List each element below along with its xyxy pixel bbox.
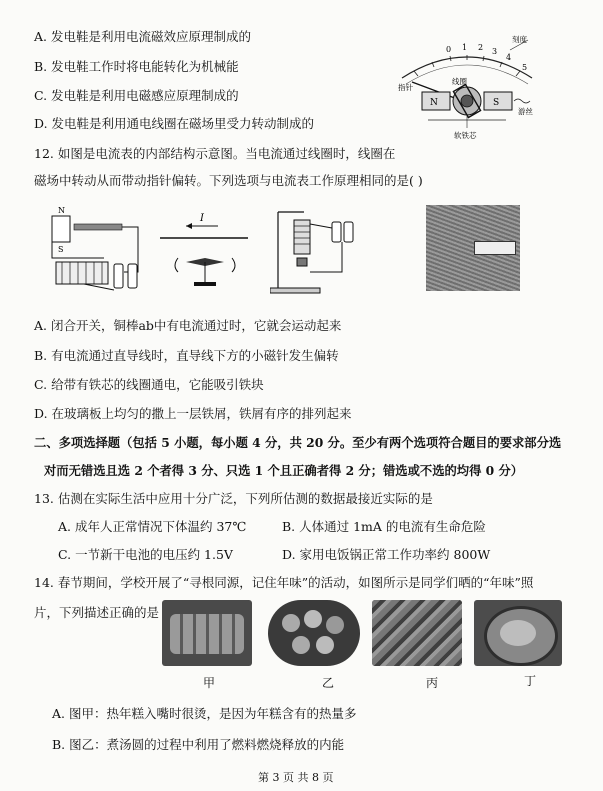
spring-label: 游丝 (518, 107, 533, 116)
q12-stem-line1: 12. 如图是电流表的内部结构示意图。当电流通过线圈时，线圈在 (34, 146, 396, 161)
photo-nian-gao (162, 600, 252, 666)
current-label: I (200, 213, 204, 224)
q13-option-c: C. 一节新干电池的电压约 1.5V (58, 547, 233, 562)
q12-option-a: A. 闭合开关，铜棒ab中有电流通过时，它就会运动起来 (34, 318, 342, 333)
q13-stem: 13. 估测在实际生活中应用十分广泛，下列所估测的数据最接近实际的是 (34, 491, 433, 506)
q12-option-b: B. 有电流通过直导线时，直导线下方的小磁针发生偏转 (34, 348, 339, 363)
q12-stem-line2: 磁场中转动从而带动指针偏转。下列选项与电流表工作原理相同的是( ) (34, 173, 423, 188)
pole-n-label: N (430, 98, 438, 108)
tick-label: 5 (522, 63, 528, 72)
figure-d-iron-filings-photo (426, 205, 520, 291)
q11-option-b: B. 发电鞋工作时将电能转化为机械能 (34, 59, 239, 74)
q11-option-d: D. 发电鞋是利用通电线圈在磁场里受力转动制成的 (34, 116, 315, 131)
figure-c-electromagnet-with-iron (270, 202, 360, 300)
pole-s-label: S (493, 98, 500, 108)
tick-label: 0 (446, 45, 452, 54)
tick-label: 1 (462, 43, 468, 52)
caption-yi: 乙 (322, 676, 335, 690)
caption-bing: 丙 (426, 676, 439, 690)
q14-stem-line1: 14. 春节期间，学校开展了“寻根同源，记住年味”的活动，如图所示是同学们晒的“年味”照 (34, 575, 534, 590)
q11-option-a: A. 发电鞋是利用电流磁效应原理制成的 (34, 29, 251, 44)
q13-option-a: A. 成年人正常情况下体温约 37℃ (58, 519, 247, 534)
photo-hotpot (474, 600, 562, 666)
scale-label: 刻度 (512, 35, 527, 44)
label-s: S (58, 245, 64, 254)
q14-option-b: B. 图乙：煮汤圆的过程中利用了燃料燃烧释放的内能 (52, 737, 345, 752)
page-footer: 第 3 页 共 8 页 (258, 771, 334, 784)
q14-option-a: A. 图甲：热年糕入嘴时很烫，是因为年糕含有的热量多 (52, 706, 357, 721)
photo-dumplings (372, 600, 462, 666)
ammeter-structure-diagram (392, 28, 542, 146)
tick-label: 3 (492, 47, 498, 56)
section2-header-line1: 二、多项选择题（包括 5 小题，每小题 4 分，共 20 分。至少有两个选项符合题目的要求部分选 (34, 435, 562, 450)
photo-tang-yuan (268, 600, 360, 666)
q14-stem-line2: 片，下列描述正确的是 (34, 605, 160, 620)
tick-label: 2 (478, 43, 484, 52)
caption-ding: 丁 (524, 674, 537, 688)
figure-a-copper-rod-in-magnet (44, 202, 146, 300)
pointer-label: 指针 (398, 83, 413, 92)
coil-label: 线圈 (452, 77, 467, 86)
label-n: N (58, 206, 65, 215)
q12-option-c: C. 给带有铁芯的线圈通电，它能吸引铁块 (34, 377, 264, 392)
caption-jia: 甲 (203, 676, 216, 690)
tick-label: 4 (506, 53, 512, 62)
q11-option-c: C. 发电鞋是利用电磁感应原理制成的 (34, 88, 239, 103)
q13-option-b: B. 人体通过 1mA 的电流有生命危险 (282, 519, 486, 534)
soft-iron-label: 软铁芯 (454, 131, 477, 140)
q12-option-d: D. 在玻璃板上均匀的撒上一层铁屑，铁屑有序的排列起来 (34, 406, 352, 421)
q13-option-d: D. 家用电饭锅正常工作功率约 800W (282, 547, 491, 562)
section2-header-line2: 对而无错选且选 2 个者得 3 分、只选 1 个且正确者得 2 分；错选或不选的均得 0 分） (44, 463, 524, 478)
figure-b-wire-over-compass (160, 210, 250, 290)
